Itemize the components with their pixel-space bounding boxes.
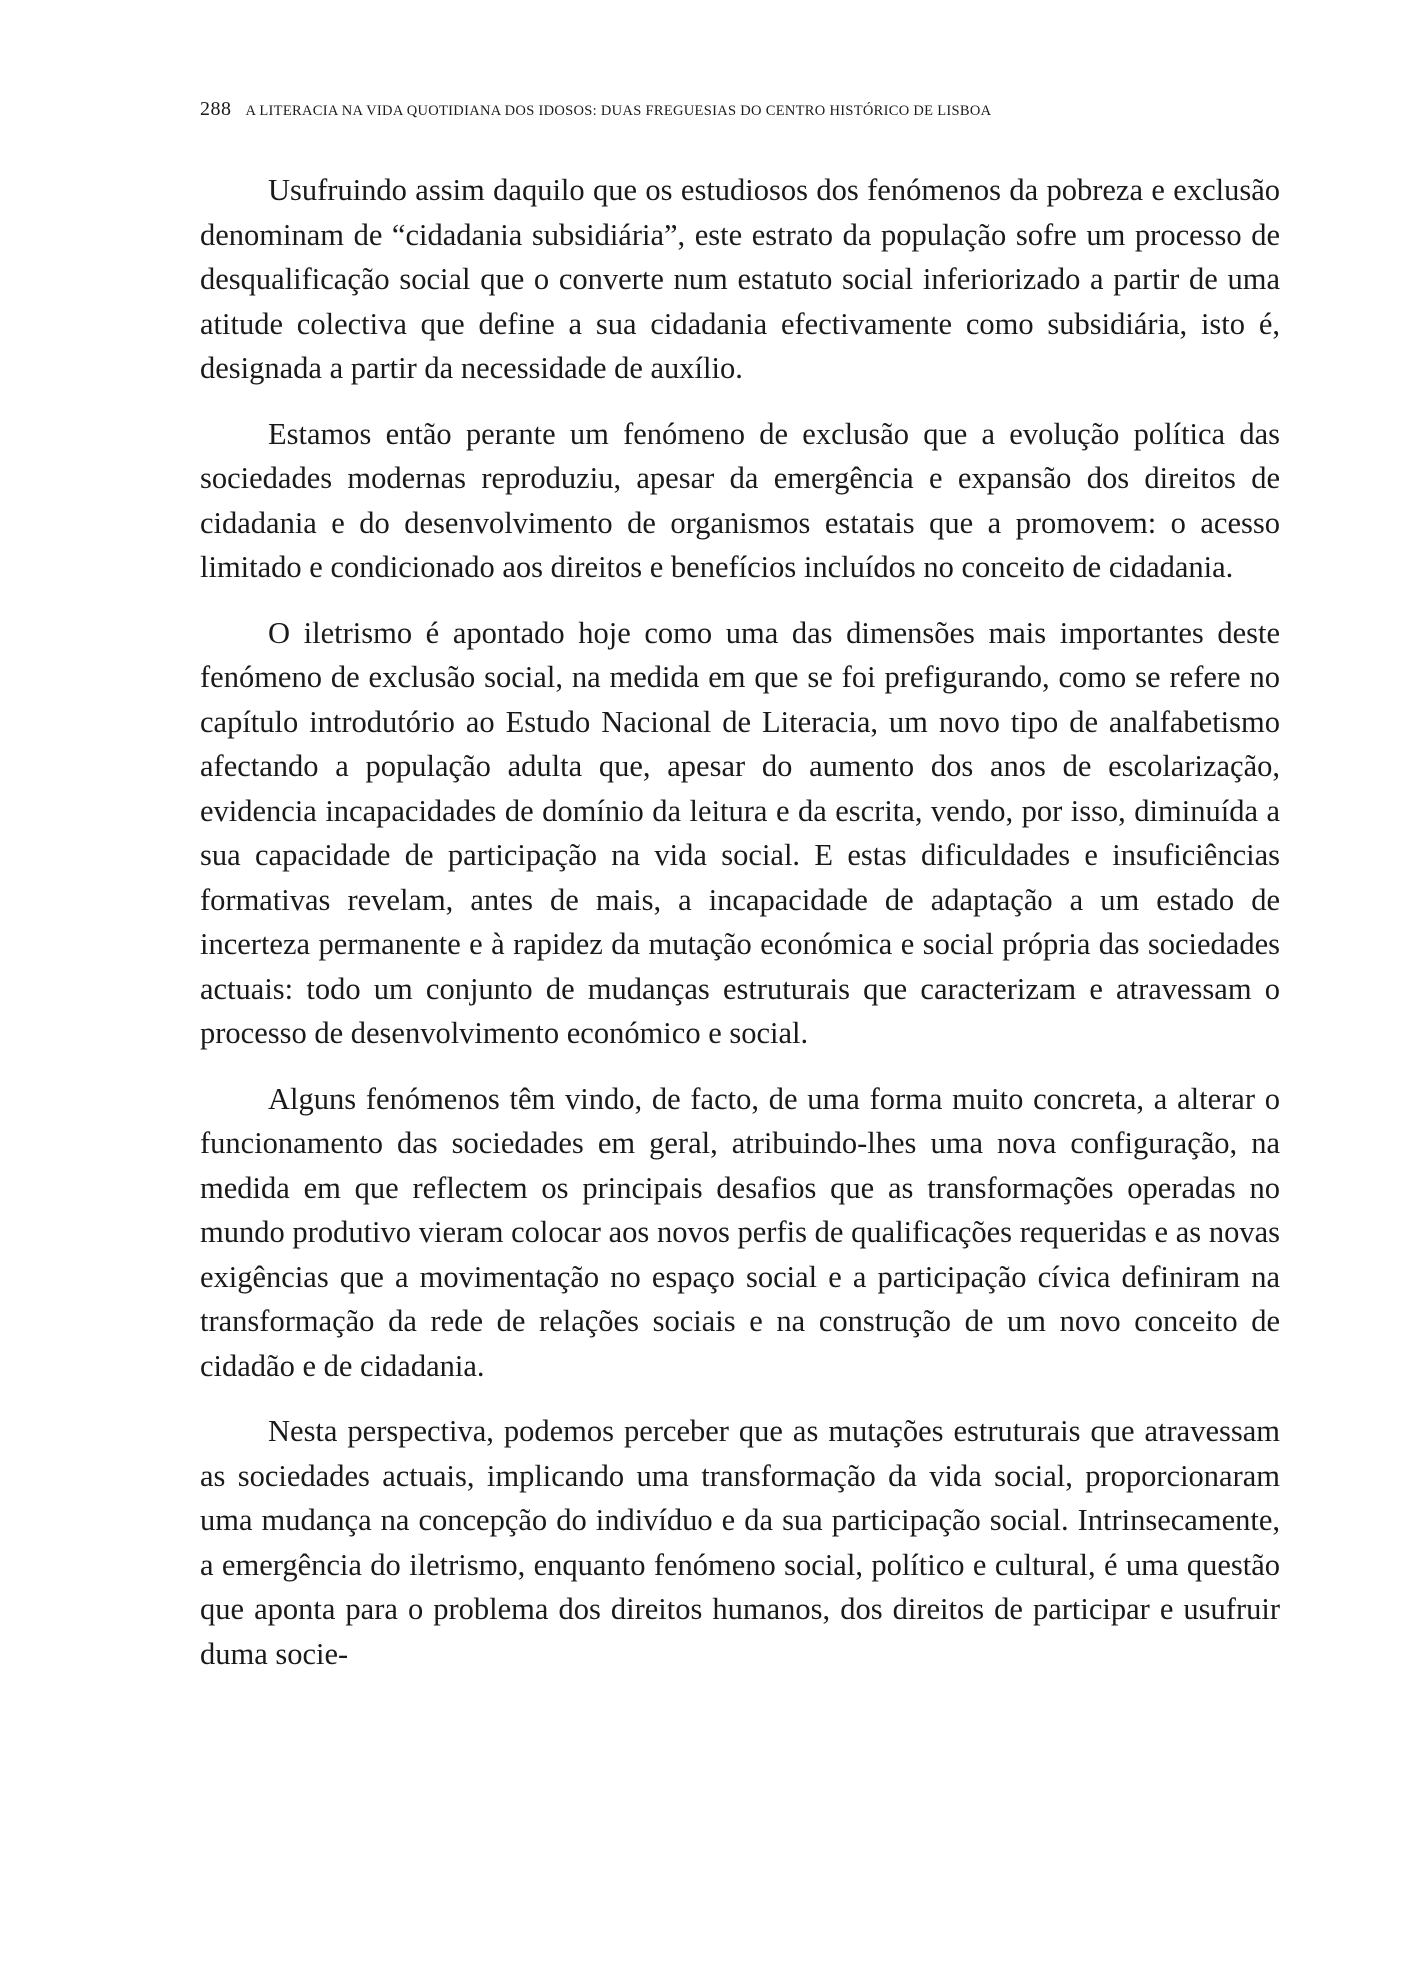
paragraph-3: O iletrismo é apontado hoje como uma das dimensões mais importantes deste fenómeno de exclusão social, na medida em que se foi prefigurando, como se refere no capítulo introdutório ao Estudo Nacional de Literacia, um novo tipo de analfabetismo afectando a população adulta que, apesar do aumento dos anos de escolarização, evidencia incapacidades de domínio da leitura e da escrita, vendo, por isso, diminuída a sua capacidade de participação na vida social. E estas dificuldades e insuficiências formativas revelam, antes de mais, a incapacidade de adaptação a um estado de incerteza permanente e à rapidez da mutação económica e social própria das sociedades actuais: todo um conjunto de mudanças estruturais que caracterizam e atravessam o processo de desenvolvimento económico e social. [200,615,1280,1050]
running-header [200,96,1290,122]
page-number: 288 [200,98,232,120]
paragraph-4: Alguns fenómenos têm vindo, de facto, de uma forma muito concreta, a alterar o funcionamento das sociedades em geral, atribuindo-lhes uma nova configuração, na medida em que reflectem os principais desafios que as transformações operadas no mundo produtivo vieram colocar aos novos perfis de qualificações requeridas e as novas exigências que a movimentação no espaço social e a participação cívica definiram na transformação da rede de relações sociais e na construção de um novo conceito de cidadão e de cidadania. [200,1081,1280,1383]
paragraph-1: Usufruindo assim daquilo que os estudiosos dos fenómenos da pobreza e exclusão denominam de “cidadania subsidiária”, este estrato da população sofre um processo de desqualificação social que o converte num estatuto social inferiorizado a partir de uma atitude colectiva que define a sua cidadania efectivamente como subsidiária, isto é, designada a partir da necessidade de auxílio. [200,173,1280,385]
paragraph-5: Nesta perspectiva, podemos perceber que as mutações estruturais que atravessam as sociedades actuais, implicando uma transformação da vida social, proporcionaram uma mudança na concepção do indivíduo e da sua participação social. Intrinsecamente, a emergência do iletrismo, enquanto fenómeno social, político e cultural, é uma questão que aponta para o problema dos direitos humanos, dos direitos de participar e usufruir duma socie- [200,1414,1280,1671]
running-title: A LITERACIA NA VIDA QUOTIDIANA DOS IDOSOS: DUAS FREGUESIAS DO CENTRO HISTÓRICO DE LISBOA [245,103,992,119]
body-text [200,168,1280,1676]
paragraph-2: Estamos então perante um fenómeno de exclusão que a evolução política das sociedades modernas reproduziu, apesar da emergência e expansão dos direitos de cidadania e do desenvolvimento de organismos estatais que a promovem: o acesso limitado e condicionado aos direitos e benefícios incluídos no conceito de cidadania. [200,416,1280,584]
